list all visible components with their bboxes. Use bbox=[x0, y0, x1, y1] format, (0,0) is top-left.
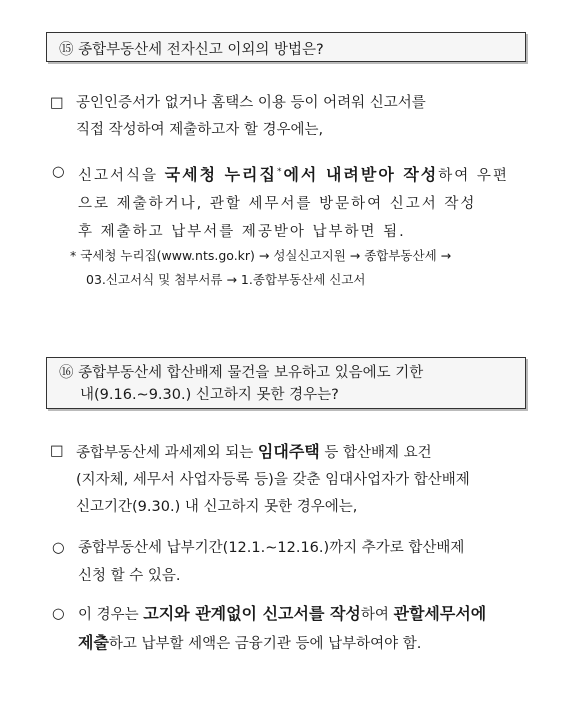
q16-bullet2 bbox=[52, 600, 528, 658]
q15-bullet-bold1: 국세청 누리집 bbox=[164, 164, 277, 184]
q16-bullet2-bold2: 관할세무서에 bbox=[393, 604, 487, 623]
q16-bullet2-pre: 이 경우는 bbox=[78, 607, 144, 623]
q16-bullet2-bold1: 고지와 관계없이 신고서를 작성 bbox=[143, 604, 361, 623]
q16-bullet2-mid: 하여 bbox=[360, 607, 394, 623]
question-16-title-line2: 내(9.16.∼9.30.) 신고하지 못한 경우는? bbox=[80, 387, 339, 403]
circle-bullet-icon: ○ bbox=[52, 164, 67, 180]
question-16-box bbox=[46, 357, 526, 409]
q16-bullet2-post: 하고 납부할 세액은 금융기관 등에 납부하여야 함. bbox=[108, 636, 422, 652]
square-bullet-icon: □ bbox=[50, 443, 64, 459]
q16-section-post: 등 합산배제 요건 bbox=[319, 445, 432, 461]
q15-section bbox=[50, 90, 530, 144]
q15-bullet-pre: 신고서식을 bbox=[78, 167, 165, 184]
q16-section-pre: 종합부동산세 과세제외 되는 bbox=[76, 445, 258, 461]
q15-footnote-line1: * 국세청 누리집(www.nts.go.kr) → 성실신고지원 → 종합부동산세 → bbox=[70, 248, 452, 263]
q15-footnote-line2: 03.신고서식 및 첨부서류 → 1.종합부동산세 신고서 bbox=[86, 272, 366, 287]
circle-bullet-icon: ○ bbox=[52, 540, 65, 556]
q15-bullet-sup: * bbox=[276, 167, 284, 177]
square-bullet-icon: □ bbox=[50, 95, 64, 111]
q15-section-line2: 직접 작성하여 제출하고자 할 경우에는, bbox=[76, 122, 324, 138]
question-16-title-line1: 종합부동산세 합산배제 물건을 보유하고 있음에도 기한 bbox=[78, 365, 424, 381]
question-15-number: ⑮ bbox=[59, 42, 74, 58]
q15-footnote bbox=[70, 244, 530, 292]
q16-section-line2: (지자체, 세무서 사업자등록 등)을 갖춘 임대사업자가 합산배제 bbox=[76, 472, 470, 488]
question-15-title: 종합부동산세 전자신고 이외의 방법은? bbox=[78, 42, 324, 58]
q16-bullet1 bbox=[52, 534, 528, 590]
q16-section-line3: 신고기간(9.30.) 내 신고하지 못한 경우에는, bbox=[76, 499, 358, 515]
q16-bullet1-line1: 종합부동산세 납부기간(12.1.∼12.16.)까지 추가로 합산배제 bbox=[78, 540, 465, 556]
q16-section-bold: 임대주택 bbox=[257, 442, 320, 461]
q16-bullet1-line2: 신청 할 수 있음. bbox=[78, 568, 181, 584]
q15-bullet bbox=[52, 158, 528, 246]
q16-section bbox=[50, 438, 530, 521]
q16-bullet2-bold3: 제출 bbox=[78, 633, 109, 652]
question-15-box bbox=[46, 32, 526, 62]
question-16-number: ⑯ bbox=[59, 365, 74, 381]
q15-bullet-line3: 후 제출하고 납부서를 제공받아 납부하면 됨. bbox=[78, 223, 406, 240]
q15-bullet-bold2: 에서 내려받아 작성 bbox=[283, 164, 439, 184]
q15-bullet-line2: 으로 제출하거나, 관할 세무서를 방문하여 신고서 작성 bbox=[78, 195, 477, 212]
q15-section-line1: 공인인증서가 없거나 홈택스 이용 등이 어려워 신고서를 bbox=[76, 95, 426, 111]
circle-bullet-icon: ○ bbox=[52, 606, 65, 622]
q15-bullet-post: 하여 우편 bbox=[438, 167, 509, 184]
